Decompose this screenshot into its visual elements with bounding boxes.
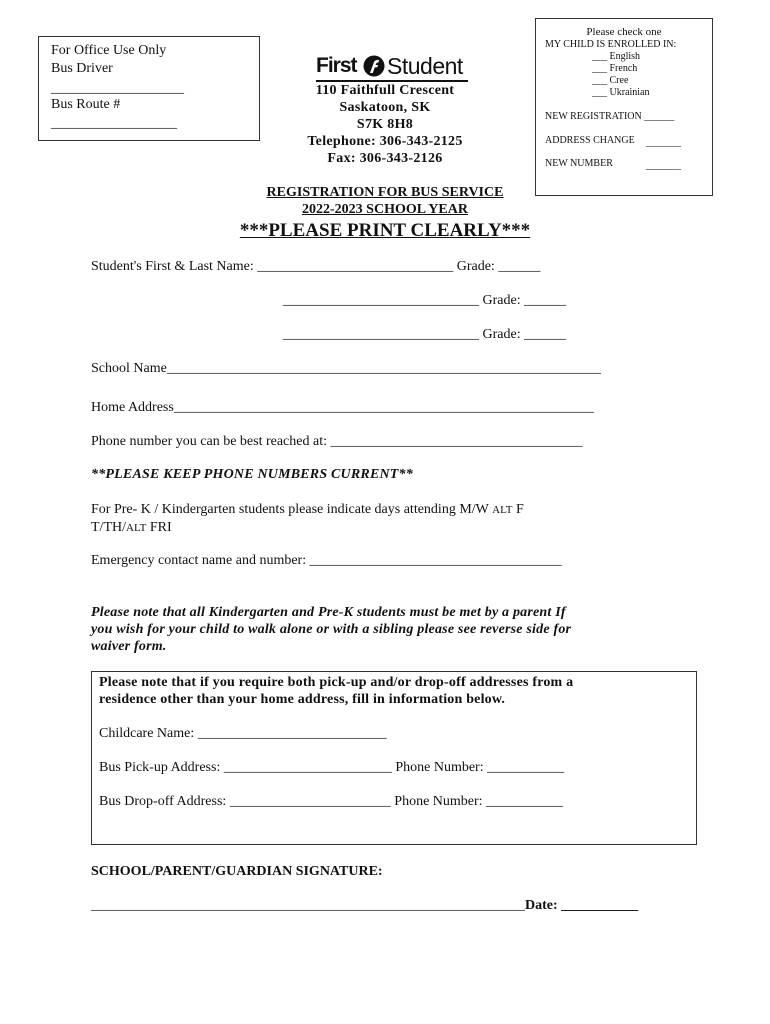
logo-underline	[316, 80, 468, 82]
print-clearly: ***PLEASE PRINT CLEARLY***	[239, 220, 531, 241]
school-name-field[interactable]: School Name______________________________________________________________	[91, 361, 601, 376]
prek-days-line-1[interactable]	[91, 502, 524, 518]
alt-address-note-1: Please note that if you require both pick-up and/or drop-off addresses from a	[99, 675, 574, 690]
logo-student-text: Student	[387, 53, 463, 79]
signature-field[interactable]: ______________________________________________________________	[91, 898, 525, 913]
keep-phone-current: **PLEASE KEEP PHONE NUMBERS CURRENT**	[91, 467, 413, 482]
signature-line[interactable]	[91, 898, 638, 914]
address-street: 110 Faithfull Crescent	[315, 83, 455, 98]
first-student-logo	[316, 54, 468, 82]
kinder-note-2: you wish for your child to walk alone or with a sibling please see reverse side for	[91, 622, 572, 637]
logo-f-mark-icon	[363, 55, 385, 77]
check-heading: Please check one	[586, 26, 662, 38]
logo-first-text: First	[316, 54, 357, 77]
prek-tth: T/TH/	[91, 520, 126, 535]
prek-fri: FRI	[146, 520, 172, 535]
new-registration[interactable]: NEW REGISTRATION ______	[545, 111, 675, 122]
prek-alt-1: ALT	[492, 504, 513, 516]
student-name-field-2[interactable]: ____________________________ Grade: ______	[283, 293, 567, 308]
dropoff-address-field[interactable]: Bus Drop-off Address: _______________________ Phone Number: ___________	[99, 794, 564, 809]
address-change-line[interactable]: _______	[646, 137, 681, 148]
prek-f: F	[512, 502, 524, 517]
language-cree[interactable]: ___ Cree	[592, 75, 629, 86]
bus-driver-line[interactable]: ___________________	[51, 81, 184, 96]
student-name-field[interactable]: Student's First & Last Name: ____________________________ Grade: ______	[91, 259, 541, 274]
pickup-address-field[interactable]: Bus Pick-up Address: ________________________ Phone Number: ___________	[99, 760, 565, 775]
phone-number-field[interactable]: Phone number you can be best reached at: ____________________________________	[91, 434, 583, 449]
enrolled-label: MY CHILD IS ENROLLED IN:	[545, 39, 677, 50]
language-english[interactable]: ___ English	[592, 51, 641, 62]
kinder-note-3: waiver form.	[91, 639, 167, 654]
bus-route-label: Bus Route #	[51, 97, 121, 112]
school-year: 2022-2023 SCHOOL YEAR	[302, 202, 468, 217]
language-french[interactable]: ___ French	[592, 63, 638, 74]
home-address-field[interactable]: Home Address____________________________________________________________	[91, 400, 594, 415]
prek-days-text: For Pre- K / Kindergarten students please indicate days attending M/W	[91, 502, 493, 517]
office-use-heading: For Office Use Only	[51, 43, 167, 58]
office-use-box	[38, 36, 260, 141]
address-postal: S7K 8H8	[356, 117, 414, 132]
language-ukrainian[interactable]: ___ Ukrainian	[592, 87, 650, 98]
date-field[interactable]: Date: ___________	[525, 898, 639, 913]
new-number: NEW NUMBER	[545, 158, 613, 169]
bus-driver-label: Bus Driver	[51, 61, 113, 76]
address-change: ADDRESS CHANGE	[545, 135, 635, 146]
childcare-name-field[interactable]: Childcare Name: ___________________________	[99, 726, 387, 741]
address-fax: Fax: 306-343-2126	[327, 151, 443, 166]
status-check-box	[535, 18, 713, 196]
alt-address-note-2: residence other than your home address, fill in information below.	[99, 692, 506, 707]
address-telephone: Telephone: 306-343-2125	[307, 134, 463, 149]
emergency-contact-field[interactable]: Emergency contact name and number: ____________________________________	[91, 553, 562, 568]
new-number-line[interactable]: _______	[646, 160, 681, 171]
prek-days-line-2[interactable]	[91, 520, 172, 536]
address-city: Saskatoon, SK	[339, 100, 431, 115]
prek-alt-2: ALT	[126, 522, 147, 534]
student-name-field-3[interactable]: ____________________________ Grade: ______	[283, 327, 567, 342]
signature-label: SCHOOL/PARENT/GUARDIAN SIGNATURE:	[91, 864, 383, 879]
form-title: REGISTRATION FOR BUS SERVICE	[266, 185, 504, 200]
kinder-note-1: Please note that all Kindergarten and Pre-K students must be met by a parent If	[91, 605, 566, 620]
bus-route-line[interactable]: __________________	[51, 116, 177, 131]
